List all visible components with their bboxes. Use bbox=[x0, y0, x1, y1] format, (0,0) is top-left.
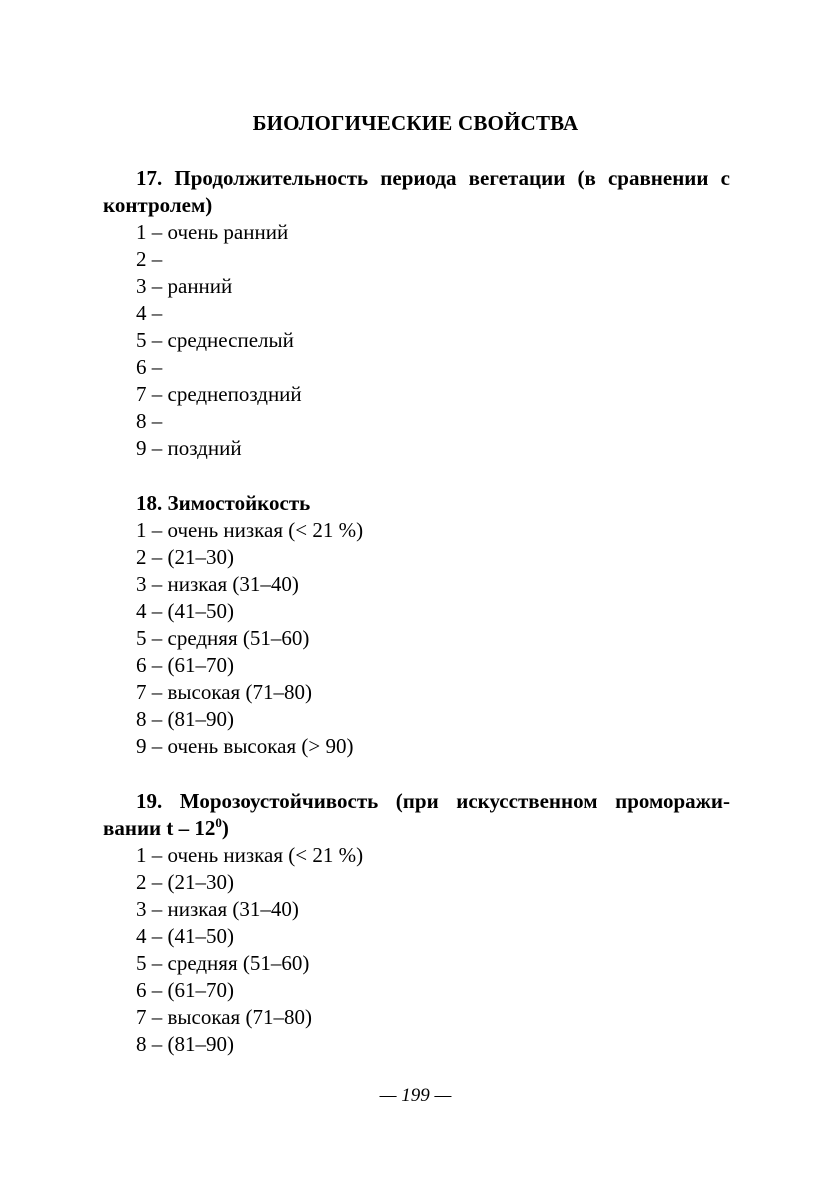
list-item: 5 – среднеспелый bbox=[136, 328, 294, 352]
list-item: 4 – (41–50) bbox=[136, 924, 234, 948]
section-title: 17. Продолжительность периода вегетации (в сравнении с контролем) bbox=[103, 166, 730, 217]
list-item: 2 – bbox=[136, 247, 163, 271]
list-item: 3 – ранний bbox=[136, 274, 233, 298]
list-item: 6 – (61–70) bbox=[136, 978, 234, 1002]
list-item: 3 – низкая (31–40) bbox=[136, 897, 299, 921]
list-item: 9 – очень высокая (> 90) bbox=[136, 734, 354, 758]
list-item: 8 – (81–90) bbox=[136, 707, 234, 731]
list-item: 3 – низкая (31–40) bbox=[136, 572, 299, 596]
option-list bbox=[103, 842, 730, 1058]
section-19 bbox=[103, 788, 730, 1058]
list-item: 8 – (81–90) bbox=[136, 1032, 234, 1056]
option-list bbox=[103, 219, 730, 462]
section-17 bbox=[103, 165, 730, 462]
section-title-text: 19. Морозоустойчивость (при искусственном проморажи-вании t – 12 bbox=[103, 789, 730, 840]
section-title: 18. Зимостойкость bbox=[136, 491, 311, 515]
superscript: 0 bbox=[215, 815, 222, 830]
option-list bbox=[103, 517, 730, 760]
section-title bbox=[103, 788, 730, 842]
list-item: 8 – bbox=[136, 409, 163, 433]
list-item: 7 – среднепоздний bbox=[136, 382, 302, 406]
list-item: 7 – высокая (71–80) bbox=[136, 1005, 312, 1029]
list-item: 6 – bbox=[136, 355, 163, 379]
list-item: 1 – очень ранний bbox=[136, 220, 289, 244]
list-item: 2 – (21–30) bbox=[136, 545, 234, 569]
list-item: 1 – очень низкая (< 21 %) bbox=[136, 843, 364, 867]
page-number: — 199 — bbox=[379, 1085, 452, 1106]
section-18 bbox=[103, 490, 730, 760]
list-item: 5 – средняя (51–60) bbox=[136, 951, 310, 975]
list-item: 6 – (61–70) bbox=[136, 653, 234, 677]
list-item: 4 – bbox=[136, 301, 163, 325]
list-item: 9 – поздний bbox=[136, 436, 242, 460]
list-item: 1 – очень низкая (< 21 %) bbox=[136, 518, 364, 542]
list-item: 4 – (41–50) bbox=[136, 599, 234, 623]
list-item: 2 – (21–30) bbox=[136, 870, 234, 894]
list-item: 5 – средняя (51–60) bbox=[136, 626, 310, 650]
list-item: 7 – высокая (71–80) bbox=[136, 680, 312, 704]
page-heading: БИОЛОГИЧЕСКИЕ СВОЙСТВА bbox=[252, 111, 579, 135]
section-title-end: ) bbox=[221, 816, 229, 840]
